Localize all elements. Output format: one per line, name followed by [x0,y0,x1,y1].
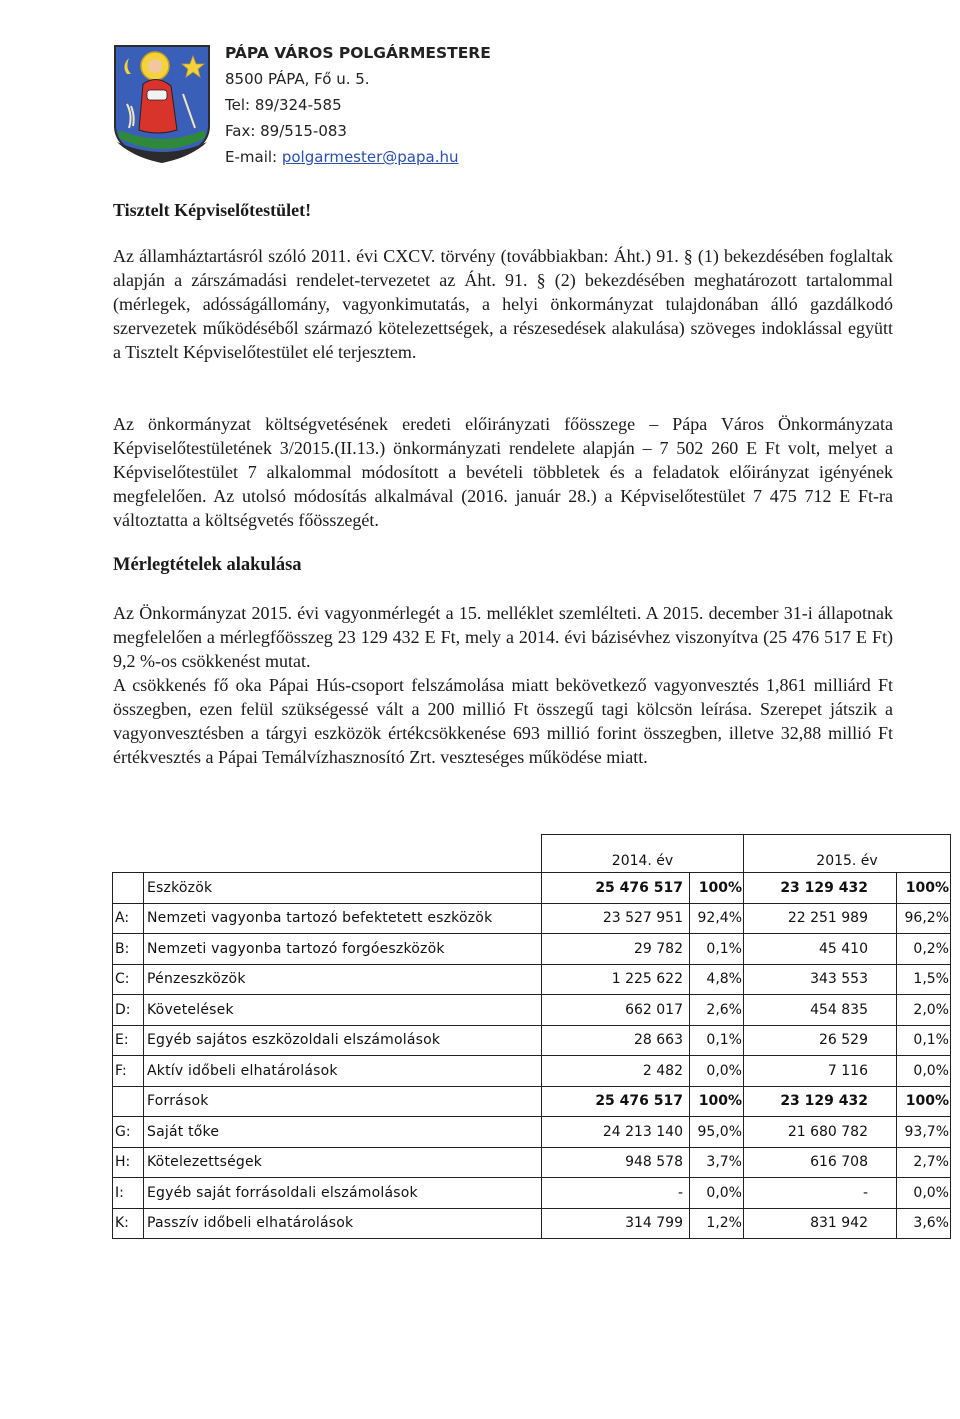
row-code: A: [113,903,144,934]
paragraph-budget: Az önkormányzat költségvetésének eredeti előirányzati főösszege – Pápa Város Önkormányzata Képviselőtestületének 3/2015.(II.13.) önkormányzati rendelete alapján – 7 502 260 E Ft volt, melyet a Képviselőtestület 7 alkalommal módosított a bevételi többletek és a feladatok előirányzat igényének megfelelően. Az utolsó módosítás alkalmával (2016. január 28.) a Képviselőtestület 7 475 712 E Ft-ra változtatta a költségvetés főösszegét. [113,414,893,530]
letterhead-fax: Fax: 89/515-083 [225,122,347,140]
row-label: Egyéb saját forrásoldali elszámolások [144,1178,542,1209]
value-2015: 454 835 [744,995,897,1026]
row-label: Nemzeti vagyonba tartozó befektetett eszközök [144,903,542,934]
percent-2014: 0,1% [690,934,744,965]
value-2014: 25 476 517 [542,1086,690,1117]
value-2014: - [542,1178,690,1209]
value-2015: - [744,1178,897,1209]
value-2014: 314 799 [542,1208,690,1239]
row-label: Nemzeti vagyonba tartozó forgóeszközök [144,934,542,965]
row-code: I: [113,1178,144,1209]
letterhead-email-line [225,144,491,170]
row-label: Passzív időbeli elhatárolások [144,1208,542,1239]
percent-2014: 3,7% [690,1147,744,1178]
year-2015-header: 2015. év [744,835,951,873]
letterhead [225,40,491,170]
percent-2015: 0,0% [897,1056,951,1087]
paragraph-balance [113,601,893,769]
paragraph-balance-summary: Az Önkormányzat 2015. évi vagyonmérlegét a 15. melléklet szemlélteti. A 2015. december 31-i állapotnak megfelelően a mérlegfőösszeg 23 129 432 E Ft, mely a 2014. évi bázisévhez viszonyítva (25 476 517 E Ft) 9,2 %-os csökkenést mutat. [113,603,893,671]
value-2015: 22 251 989 [744,903,897,934]
row-label: Egyéb sajátos eszközoldali elszámolások [144,1025,542,1056]
row-code: E: [113,1025,144,1056]
value-2015: 343 553 [744,964,897,995]
value-2014: 25 476 517 [542,873,690,904]
percent-2015: 93,7% [897,1117,951,1148]
value-2015: 23 129 432 [744,873,897,904]
row-code [113,1086,144,1117]
percent-2014: 95,0% [690,1117,744,1148]
row-label: Saját tőke [144,1117,542,1148]
row-label: Aktív időbeli elhatárolások [144,1056,542,1087]
value-2015: 616 708 [744,1147,897,1178]
salutation: Tisztelt Képviselőtestület! [113,200,312,220]
email-label: E-mail: [225,148,282,166]
row-code: G: [113,1117,144,1148]
row-code: F: [113,1056,144,1087]
table-row [113,1056,951,1087]
table-row [113,934,951,965]
value-2014: 2 482 [542,1056,690,1087]
table-row [113,1086,951,1117]
percent-2014: 0,0% [690,1178,744,1209]
percent-2015: 96,2% [897,903,951,934]
value-2015: 7 116 [744,1056,897,1087]
percent-2014: 2,6% [690,995,744,1026]
balance-sheet-table [112,834,951,1239]
value-2015: 23 129 432 [744,1086,897,1117]
row-code: B: [113,934,144,965]
row-label: Pénzeszközök [144,964,542,995]
letterhead-org: PÁPA VÁROS POLGÁRMESTERE [225,44,491,62]
row-code: C: [113,964,144,995]
value-2014: 948 578 [542,1147,690,1178]
value-2014: 29 782 [542,934,690,965]
percent-2015: 0,2% [897,934,951,965]
percent-2014: 4,8% [690,964,744,995]
row-label: Kötelezettségek [144,1147,542,1178]
table-header-row [113,835,951,873]
percent-2015: 0,1% [897,1025,951,1056]
percent-2015: 2,0% [897,995,951,1026]
table-row [113,1178,951,1209]
percent-2014: 0,0% [690,1056,744,1087]
letterhead-tel: Tel: 89/324-585 [225,96,342,114]
value-2014: 28 663 [542,1025,690,1056]
email-link[interactable]: polgarmester@papa.hu [281,148,459,166]
value-2015: 26 529 [744,1025,897,1056]
percent-2014: 92,4% [690,903,744,934]
percent-2014: 100% [690,1086,744,1117]
city-crest-logo [113,44,211,164]
row-label: Követelések [144,995,542,1026]
table-row [113,1025,951,1056]
value-2014: 1 225 622 [542,964,690,995]
table-row [113,873,951,904]
value-2015: 831 942 [744,1208,897,1239]
percent-2014: 0,1% [690,1025,744,1056]
percent-2015: 1,5% [897,964,951,995]
table-row [113,903,951,934]
percent-2015: 0,0% [897,1178,951,1209]
table-row [113,1147,951,1178]
percent-2015: 2,7% [897,1147,951,1178]
letterhead-address: 8500 PÁPA, Fő u. 5. [225,70,370,88]
percent-2015: 3,6% [897,1208,951,1239]
row-code: D: [113,995,144,1026]
row-label: Eszközök [144,873,542,904]
value-2014: 662 017 [542,995,690,1026]
table-row [113,964,951,995]
row-label: Források [144,1086,542,1117]
paragraph-intro: Az államháztartásról szóló 2011. évi CXCV. törvény (továbbiakban: Áht.) 91. § (1) bekezdésében foglaltak alapján a zárszámadási rendelet-tervezetet az Áht. 91. § (2) bekezdésében meghatározott tartalommal (mérlegek, adósságállomány, vagyonkimutatás, a helyi önkormányzat tulajdonában álló gazdálkodó szervezetek működéséből származó kötelezettségek, a részesedések alakulása) szöveges indoklással együtt a Tisztelt Képviselőtestület elé terjesztem. [113,246,893,362]
value-2015: 21 680 782 [744,1117,897,1148]
table-row [113,995,951,1026]
row-code: H: [113,1147,144,1178]
value-2014: 23 527 951 [542,903,690,934]
row-code: K: [113,1208,144,1239]
section-heading: Mérlegtételek alakulása [113,555,302,575]
percent-2015: 100% [897,1086,951,1117]
value-2014: 24 213 140 [542,1117,690,1148]
table-row [113,1208,951,1239]
paragraph-balance-reasons: A csökkenés fő oka Pápai Hús-csoport felszámolása miatt bekövetkező vagyonvesztés 1,861 milliárd Ft összegben, ezen felül szükségessé vált a 200 millió Ft összegű tagi kölcsön leírása. Szerepet játszik a vagyonvesztésben a tárgyi eszközök értékcsökkenése 693 millió forint összegben, illetve 32,88 millió Ft értékvesztés a Pápai Temálvízhasznosító Zrt. veszteséges működése miatt. [113,675,893,767]
percent-2015: 100% [897,873,951,904]
row-code [113,873,144,904]
value-2015: 45 410 [744,934,897,965]
table-row [113,1117,951,1148]
year-2014-header: 2014. év [542,835,744,873]
percent-2014: 1,2% [690,1208,744,1239]
percent-2014: 100% [690,873,744,904]
